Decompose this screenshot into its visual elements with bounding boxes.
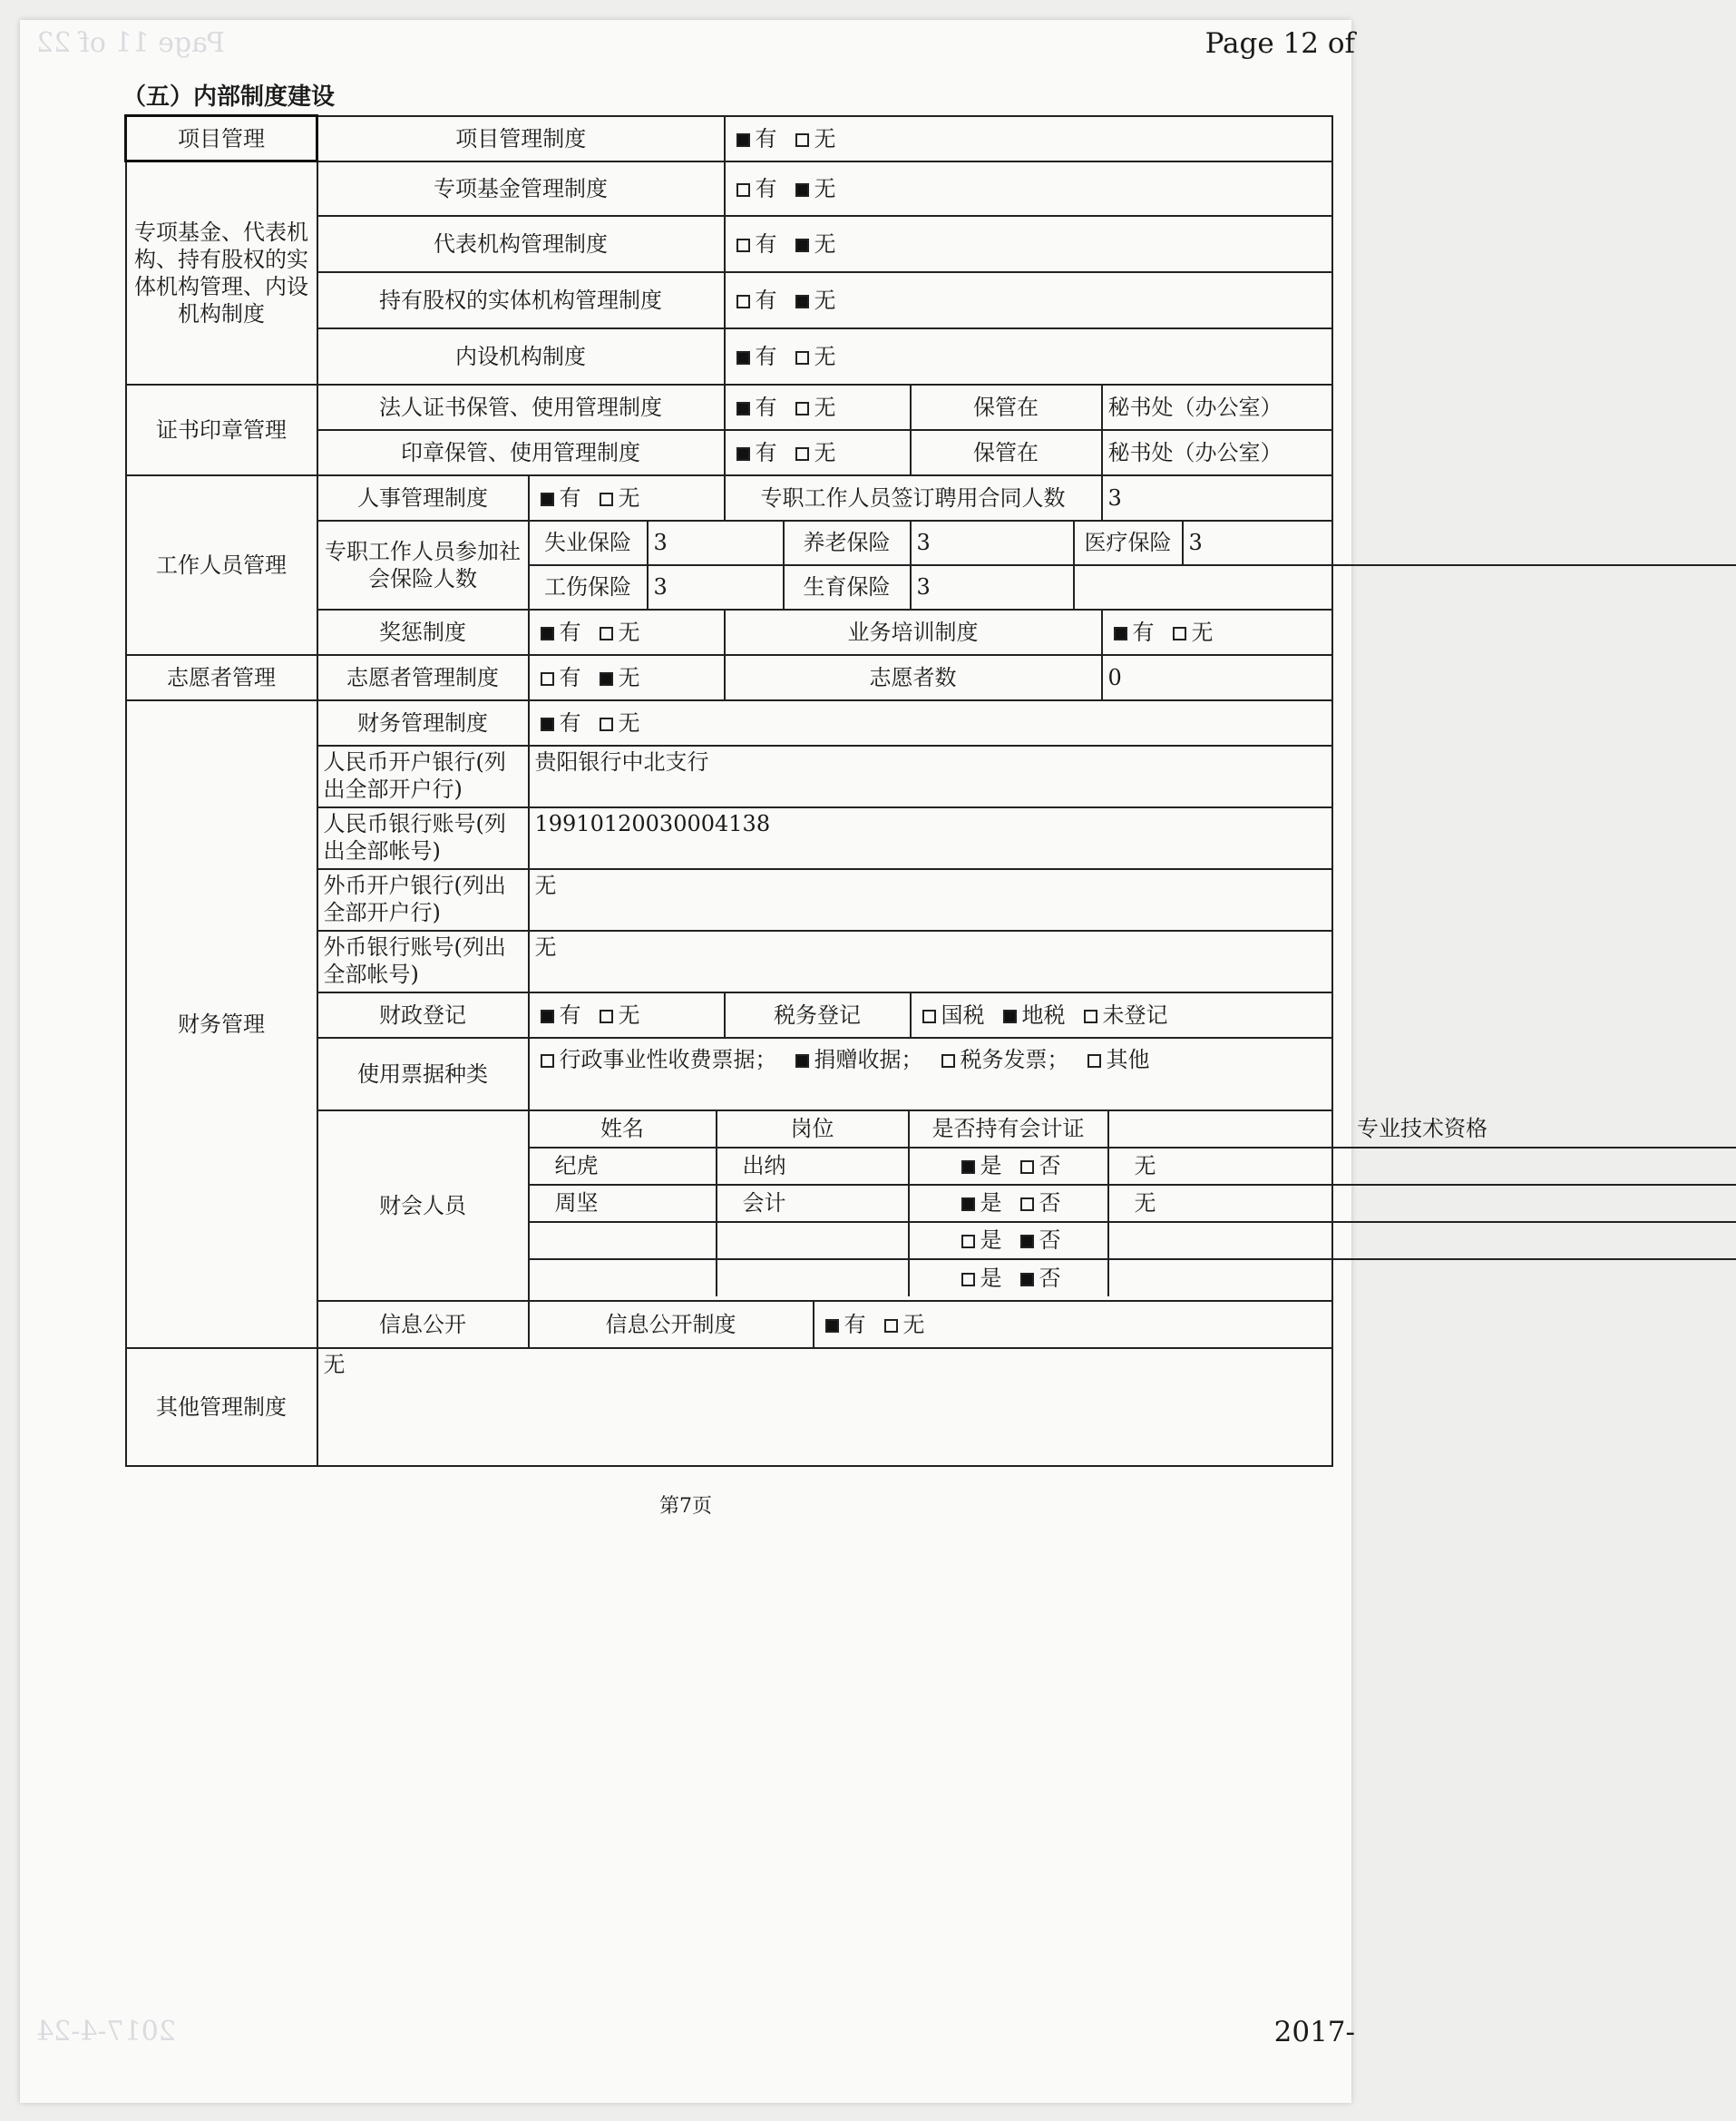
accountant-title: [1108, 1222, 1736, 1259]
yes-label: 是: [980, 1190, 1002, 1216]
value-unemployment: 3: [648, 522, 784, 565]
value-volunteer-count: 0: [1102, 655, 1332, 700]
check-cert-system: [725, 385, 911, 430]
label-tax: 税务登记: [725, 992, 911, 1038]
tax-local-checkbox[interactable]: [1003, 1010, 1017, 1023]
label-project-system: 项目管理制度: [317, 116, 725, 161]
category-staff: 工作人员管理: [126, 475, 317, 655]
value-medical: 3: [1183, 522, 1736, 565]
finance-no-checkbox[interactable]: [600, 718, 613, 731]
value-maternity: 3: [911, 565, 1074, 609]
check-bills: [529, 1038, 1332, 1110]
accountant-cert: [909, 1148, 1108, 1185]
empty-cell: [1074, 565, 1736, 609]
value-rmb-bank: 贵阳银行中北支行: [529, 746, 1332, 807]
fiscal-yes-checkbox[interactable]: [541, 1010, 554, 1023]
bill-donation-checkbox[interactable]: [795, 1054, 809, 1068]
yes-label: 有: [559, 484, 581, 511]
value-rmb-account: 19910120030004138: [529, 807, 1332, 869]
hr-yes-checkbox[interactable]: [541, 493, 554, 506]
value-cert-keeper: 秘书处（办公室）: [1102, 385, 1332, 430]
no-label: 无: [814, 287, 836, 313]
row-volunteer: [126, 655, 1332, 700]
no-label: 无: [814, 125, 836, 152]
volunteer-no-checkbox[interactable]: [600, 672, 613, 686]
equity-yes-checkbox[interactable]: [736, 295, 750, 308]
row-project: [126, 116, 1332, 161]
yes-label: 有: [844, 1311, 866, 1337]
label-contract-count: 专职工作人员签订聘用合同人数: [725, 475, 1102, 521]
check-training-system: [1102, 610, 1332, 655]
bill-donation-label: 捐赠收据；: [814, 1046, 923, 1072]
cert-yes-checkbox[interactable]: [961, 1273, 975, 1286]
page-footer: 第7页: [659, 1495, 712, 1518]
seal-yes-checkbox[interactable]: [736, 447, 750, 461]
check-internal-system: [725, 328, 1332, 385]
no-label: 否: [1039, 1153, 1061, 1178]
check-project-system: [725, 116, 1332, 161]
label-seal-keeper: 保管在: [911, 430, 1102, 475]
label-unemployment: 失业保险: [530, 522, 648, 565]
cert-yes-checkbox[interactable]: [961, 1235, 975, 1248]
yes-label: 有: [559, 619, 581, 645]
header-cert: 是否持有会计证: [909, 1111, 1108, 1148]
check-equity-system: [725, 272, 1332, 328]
value-seal-keeper: 秘书处（办公室）: [1102, 430, 1332, 475]
table-row: [530, 1259, 1736, 1296]
accountant-name: [530, 1222, 717, 1259]
bill-admin-label: 行政事业性收费票据；: [559, 1046, 777, 1072]
no-label: 无: [902, 1311, 925, 1337]
tax-none-checkbox[interactable]: [1084, 1010, 1097, 1023]
label-fx-account: 外币银行账号(列出全部帐号): [317, 931, 529, 992]
bill-tax-invoice-checkbox[interactable]: [941, 1054, 955, 1068]
reward-yes-checkbox[interactable]: [541, 627, 554, 640]
no-label: 无: [814, 230, 836, 257]
yes-label: 有: [755, 439, 777, 465]
check-disclosure-system: [814, 1301, 1332, 1348]
finance-yes-checkbox[interactable]: [541, 718, 554, 731]
cert-no-checkbox[interactable]: [1020, 1235, 1034, 1248]
header-title: 专业技术资格: [1108, 1111, 1736, 1148]
accountant-post: [717, 1222, 909, 1259]
project-no-checkbox[interactable]: [795, 133, 809, 147]
accountant-cert: [909, 1185, 1108, 1222]
bleed-through-date: 2017-4-24: [36, 2016, 176, 2048]
no-label: 无: [814, 439, 836, 465]
check-fund-system: [725, 161, 1332, 216]
yes-label: 有: [755, 175, 777, 201]
check-finance-system: [529, 700, 1332, 746]
value-fx-account: 无: [529, 931, 1332, 992]
yes-label: 有: [1132, 619, 1155, 645]
label-cert-system: 法人证书保管、使用管理制度: [317, 385, 725, 430]
label-rep-system: 代表机构管理制度: [317, 216, 725, 272]
no-label: 无: [814, 343, 836, 369]
no-label: 无: [814, 175, 836, 201]
check-tax: [911, 992, 1332, 1038]
equity-no-checkbox[interactable]: [795, 295, 809, 308]
no-label: 无: [1191, 619, 1214, 645]
cert-no-checkbox[interactable]: [1020, 1197, 1034, 1211]
no-label: 否: [1039, 1227, 1061, 1253]
row-staff-hr: [126, 475, 1332, 521]
check-fiscal: [529, 992, 725, 1038]
cert-no-checkbox[interactable]: [795, 402, 809, 415]
label-cert-keeper: 保管在: [911, 385, 1102, 430]
yes-label: 有: [559, 709, 581, 736]
value-injury: 3: [648, 565, 784, 609]
accountant-name: 周坚: [530, 1185, 717, 1222]
table-row: [530, 1222, 1736, 1259]
tax-local-label: 地税: [1021, 1002, 1066, 1028]
row-cert: [126, 385, 1332, 430]
label-rmb-account: 人民币银行账号(列出全部帐号): [317, 807, 529, 869]
accountant-name: [530, 1259, 717, 1296]
header-post: 岗位: [717, 1111, 909, 1148]
category-project: 项目管理: [126, 116, 317, 161]
yes-label: 有: [559, 664, 581, 690]
page-date-footer: 2017-: [1273, 2016, 1355, 2048]
category-cert: 证书印章管理: [126, 385, 317, 475]
insurance-grid: [529, 521, 1332, 610]
fiscal-no-checkbox[interactable]: [600, 1010, 613, 1023]
category-finance: 财务管理: [126, 700, 317, 1348]
accountant-title: [1108, 1259, 1736, 1296]
rep-yes-checkbox[interactable]: [736, 239, 750, 252]
label-disclosure-system: 信息公开制度: [529, 1301, 814, 1348]
accountant-cert: [909, 1222, 1108, 1259]
volunteer-yes-checkbox[interactable]: [541, 672, 554, 686]
accountant-title: 无: [1108, 1148, 1736, 1185]
label-reward-system: 奖惩制度: [317, 610, 529, 655]
yes-label: 是: [980, 1265, 1002, 1291]
yes-label: 有: [559, 1002, 581, 1028]
label-volunteer-system: 志愿者管理制度: [317, 655, 529, 700]
disclosure-yes-checkbox[interactable]: [825, 1319, 839, 1333]
label-medical: 医疗保险: [1074, 522, 1183, 565]
section-title: （五）内部制度建设: [122, 83, 336, 111]
label-fiscal: 财政登记: [317, 992, 529, 1038]
label-seal-system: 印章保管、使用管理制度: [317, 430, 725, 475]
label-accountants: 财会人员: [317, 1110, 529, 1301]
label-bills: 使用票据种类: [317, 1038, 529, 1110]
row-other: [126, 1348, 1332, 1466]
label-fx-bank: 外币开户银行(列出全部开户行): [317, 869, 529, 931]
cert-no-checkbox[interactable]: [1020, 1160, 1034, 1174]
category-special: 专项基金、代表机构、持有股权的实体机构管理、内设机构制度: [126, 161, 317, 385]
category-disclosure: 信息公开: [317, 1301, 529, 1348]
yes-label: 有: [755, 343, 777, 369]
label-maternity: 生育保险: [784, 565, 911, 609]
cert-yes-checkbox[interactable]: [961, 1160, 975, 1174]
no-label: 否: [1039, 1190, 1061, 1216]
yes-label: 有: [755, 125, 777, 152]
no-label: 否: [1039, 1265, 1061, 1291]
value-pension: 3: [911, 522, 1074, 565]
cert-yes-checkbox[interactable]: [961, 1197, 975, 1211]
row-special-fund: [126, 161, 1332, 216]
no-label: 无: [618, 709, 640, 736]
bill-other-label: 其他: [1106, 1046, 1150, 1072]
label-pension: 养老保险: [784, 522, 911, 565]
label-rmb-bank: 人民币开户银行(列出全部开户行): [317, 746, 529, 807]
value-other: 无: [317, 1348, 1332, 1466]
yes-label: 有: [755, 287, 777, 313]
label-volunteer-count: 志愿者数: [725, 655, 1102, 700]
check-seal-system: [725, 430, 911, 475]
internal-no-checkbox[interactable]: [795, 351, 809, 365]
yes-label: 是: [980, 1153, 1002, 1178]
label-finance-system: 财务管理制度: [317, 700, 529, 746]
tax-national-label: 国税: [941, 1002, 985, 1028]
label-training-system: 业务培训制度: [725, 610, 1102, 655]
project-yes-checkbox[interactable]: [736, 133, 750, 147]
category-volunteer: 志愿者管理: [126, 655, 317, 700]
header-name: 姓名: [530, 1111, 717, 1148]
table-row: [530, 1185, 1736, 1222]
label-hr-system: 人事管理制度: [317, 475, 529, 521]
label-internal-system: 内设机构制度: [317, 328, 725, 385]
yes-label: 有: [755, 394, 777, 420]
tax-national-checkbox[interactable]: [922, 1010, 936, 1023]
no-label: 无: [814, 394, 836, 420]
no-label: 无: [618, 1002, 640, 1028]
table-row: [530, 1148, 1736, 1185]
no-label: 无: [618, 664, 640, 690]
yes-label: 是: [980, 1227, 1002, 1253]
cert-yes-checkbox[interactable]: [736, 402, 750, 415]
accountant-cert: [909, 1259, 1108, 1296]
no-label: 无: [618, 484, 640, 511]
internal-system-table: [124, 114, 1487, 1466]
seal-no-checkbox[interactable]: [795, 447, 809, 461]
no-label: 无: [618, 619, 640, 645]
bill-admin-checkbox[interactable]: [541, 1054, 554, 1068]
bill-tax-invoice-label: 税务发票；: [960, 1046, 1069, 1072]
hr-no-checkbox[interactable]: [600, 493, 613, 506]
accountants-grid: [529, 1110, 1487, 1301]
accountant-post: [717, 1259, 909, 1296]
bleed-through-page-number: Page 11 of 22: [36, 27, 225, 59]
check-reward-system: [529, 610, 725, 655]
fund-no-checkbox[interactable]: [795, 183, 809, 197]
label-equity-system: 持有股权的实体机构管理制度: [317, 272, 725, 328]
check-rep-system: [725, 216, 1332, 272]
value-contract-count: 3: [1102, 475, 1332, 521]
training-yes-checkbox[interactable]: [1114, 627, 1127, 640]
accountant-post: 出纳: [717, 1148, 909, 1185]
accountant-name: 纪虎: [530, 1148, 717, 1185]
tax-none-label: 未登记: [1102, 1002, 1168, 1028]
rep-no-checkbox[interactable]: [795, 239, 809, 252]
label-injury: 工伤保险: [530, 565, 648, 609]
yes-label: 有: [755, 230, 777, 257]
accountant-title: 无: [1108, 1185, 1736, 1222]
cert-no-checkbox[interactable]: [1020, 1273, 1034, 1286]
accountant-post: 会计: [717, 1185, 909, 1222]
row-finance-system: [126, 700, 1332, 746]
check-hr-system: [529, 475, 725, 521]
check-volunteer-system: [529, 655, 725, 700]
label-insurance: 专职工作人员参加社会保险人数: [317, 521, 529, 610]
internal-yes-checkbox[interactable]: [736, 351, 750, 365]
value-fx-bank: 无: [529, 869, 1332, 931]
category-other: 其他管理制度: [126, 1348, 317, 1466]
fund-yes-checkbox[interactable]: [736, 183, 750, 197]
disclosure-no-checkbox[interactable]: [884, 1319, 898, 1333]
training-no-checkbox[interactable]: [1173, 627, 1186, 640]
bill-other-checkbox[interactable]: [1087, 1054, 1101, 1068]
page-number-header: Page 12 of: [1204, 27, 1355, 60]
reward-no-checkbox[interactable]: [600, 627, 613, 640]
label-fund-system: 专项基金管理制度: [317, 161, 725, 216]
